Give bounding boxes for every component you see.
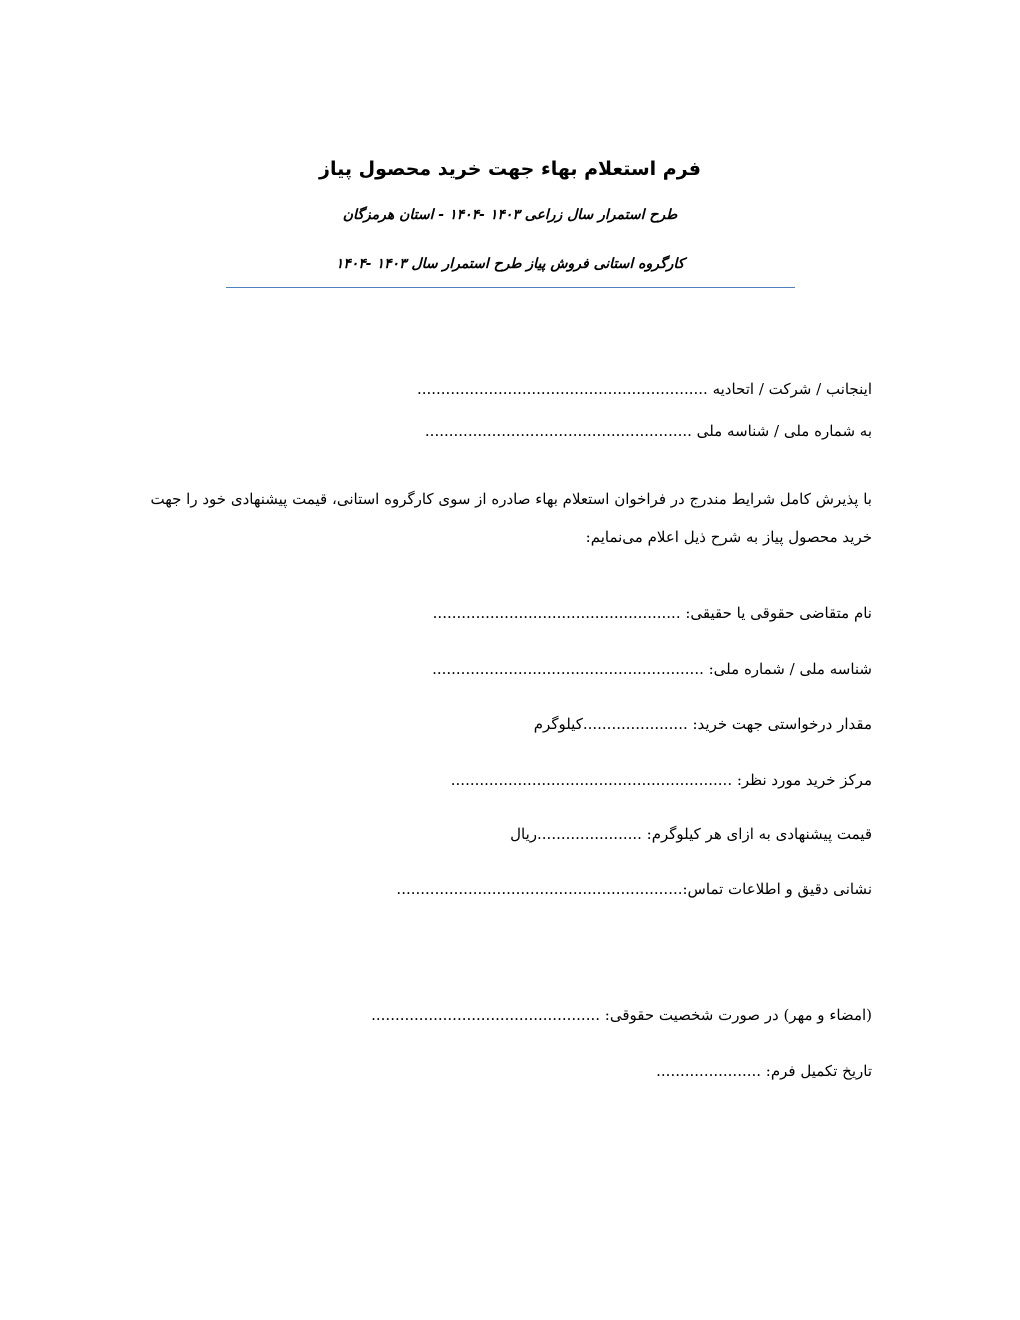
purchase-center-field: مرکز خرید مورد نظر: ........................................................... xyxy=(450,771,872,789)
completion-date-line: تاریخ تکمیل فرم: ...................... xyxy=(656,1062,872,1080)
national-id-field: شناسه ملی / شماره ملی: ......................................................... xyxy=(432,660,872,678)
form-title: فرم استعلام بهاء جهت خرید محصول پیاز xyxy=(319,158,701,180)
address-contact-field: نشانی دقیق و اطلاعات تماس:............................................................ xyxy=(396,880,872,898)
signature-stamp-line: (امضاء و مهر) در صورت شخصیت حقوقی: ................................................ xyxy=(371,1006,872,1024)
paragraph-line-1: با پذیرش کامل شرایط مندرج در فراخوان استعلام بهاء صادره از سوی کارگروه استانی، قیمت پیشنهادی خود را جهت xyxy=(150,490,872,508)
quantity-field: مقدار درخواستی جهت خرید: ......................کیلوگرم xyxy=(533,715,872,733)
applicant-name-field: نام متقاضی حقوقی یا حقیقی: .................................................... xyxy=(432,604,872,622)
header-divider xyxy=(226,287,795,288)
form-subtitle-program: طرح استمرار سال زراعی ۱۴۰۳ -۱۴۰۴ - استان هرمزگان xyxy=(342,207,678,223)
company-declaration-line: اینجانب / شرکت / اتحادیه ............................................................. xyxy=(416,380,872,398)
paragraph-line-2: خرید محصول پیاز به شرح ذیل اعلام می‌نمایم: xyxy=(585,528,872,546)
price-per-kg-field: قیمت پیشنهادی به ازای هر کیلوگرم: ......................ریال xyxy=(510,825,872,843)
national-id-declaration-line: به شماره ملی / شناسه ملی ........................................................ xyxy=(424,422,872,440)
acceptance-paragraph xyxy=(150,480,872,556)
form-subtitle-committee: کارگروه استانی فروش پیاز طرح استمرار سال ۱۴۰۳ -۱۴۰۴ xyxy=(335,256,685,272)
